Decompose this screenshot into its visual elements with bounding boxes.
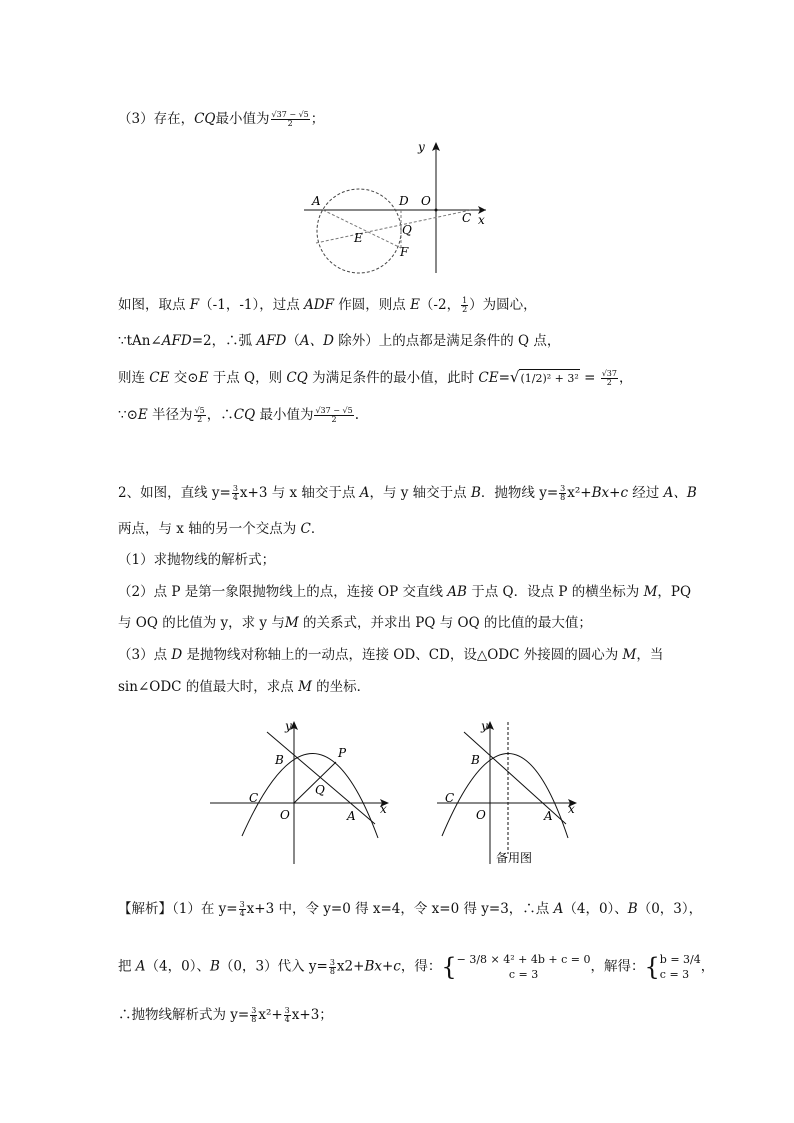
label-o: O [421,194,431,208]
denominator: 2 [197,415,203,424]
fraction [271,111,310,128]
fraction [194,407,206,424]
text: M [622,647,637,663]
text: CE [149,370,170,386]
label-d: D [399,194,409,208]
sol-line-1 [118,900,702,918]
text: c [620,485,628,501]
expl-line-4 [118,406,359,424]
q2-line-6 [118,646,663,664]
text: 除外）上的点都是满足条件的 Q 点， [333,333,561,349]
label-a: A [347,809,356,823]
fraction [559,485,566,502]
text: 最小值为 [215,111,270,127]
text: ， [618,370,633,386]
text: x+3； [291,1007,333,1023]
label-y: y [285,719,292,733]
expl-line-1 [118,296,537,314]
left-brace: { [644,953,660,981]
label-x: x [478,213,485,227]
text: B [209,958,220,975]
numerator: 1 [462,296,468,305]
q2-line-4 [118,583,691,601]
denominator: 4 [239,909,245,918]
label-e: E [354,231,363,245]
text: 最小值为 [255,407,314,423]
label-c: C [445,791,455,805]
text: 交⊙ [169,370,199,386]
text: 是抛物线对称轴上的一动点，连接 OD、CD，设△ODC 外接圆的圆心为 [182,647,623,663]
text: 2、如图，直线 y= [118,485,231,501]
text: CQ [233,407,256,423]
parabola [442,753,568,838]
text: ， [700,958,715,975]
sqrt-sign: √ [509,368,520,386]
sqrt-content: (1/2)² + 3² [519,369,579,388]
numerator: 3 [251,1006,257,1015]
expl-line-2 [118,332,560,350]
text: 如图，取点 [118,297,190,313]
text: （3）点 [118,647,172,663]
label-x: x [380,802,387,816]
text: 的关系式，并求出 PQ 与 OQ 的比值的最大值； [298,615,592,631]
text: A [135,958,146,975]
denominator: 8 [329,966,335,976]
fraction [232,485,239,502]
text: ∴抛物线解析式为 y= [118,1007,250,1023]
text: （1）求抛物线的解析式； [118,552,276,568]
label-a: A [312,194,321,208]
label-x: x [568,802,575,816]
text: （ [286,333,300,349]
denominator: 4 [232,493,238,502]
text: Bx [364,958,382,975]
fraction [329,959,336,976]
label-c: C [249,791,259,805]
figure-circle [296,138,496,278]
numerator: √37 [601,369,617,378]
text: 为满足条件的最小值，此时 [307,370,479,386]
fraction [461,297,468,314]
text: Bx [591,485,610,501]
text: x+3 中，令 y=0 得 x=4，令 x=0 得 y=3，∴点 [246,901,554,917]
fraction [250,1007,257,1024]
text: . [354,407,360,423]
text: 经过 [628,485,664,501]
text: A [359,485,370,501]
text: CQ [286,370,308,386]
text: ，当 [636,647,664,663]
caption-spare-figure: 备用图 [496,851,533,865]
text: CE [478,370,499,386]
system-solution [660,952,701,982]
expl-line-3 [118,368,632,388]
q2-line-5 [118,614,592,632]
text: 【解析】（1）在 y= [118,901,238,917]
text: 把 [118,958,136,975]
text: + [381,958,394,975]
text: （2）点 P 是第一象限抛物线上的点，连接 OP 交直线 [118,584,448,600]
text: E [410,297,420,313]
fraction [284,1007,291,1024]
text: B [470,485,481,501]
text: ，得： [400,958,442,975]
text: ∵tAn∠ [118,333,162,349]
denominator: 2 [331,415,337,424]
text: = [498,370,510,386]
numerator: 3 [232,484,238,493]
text: ，与 y 轴交于点 [369,485,471,501]
text: （-2， [419,297,461,313]
numerator: 3 [284,1006,290,1015]
text: x+3 与 x 轴交于点 [239,485,360,501]
denominator: 8 [251,1015,257,1024]
text: A、B [663,485,697,501]
text: M [284,615,299,631]
text: x²+ [258,1007,283,1023]
label-f: F [400,245,409,259]
text: c [393,958,401,975]
text: 两点，与 x 轴的另一个交点为 [118,521,301,537]
text: F [189,297,200,313]
label-q: Q [315,783,325,797]
numerator: √37 − √5 [271,110,309,119]
text: ．抛物线 y= [480,485,559,501]
fraction [314,407,353,424]
text: AFD [161,333,192,349]
numerator: √5 [194,406,205,415]
q2-line-3 [118,551,275,569]
part3-line [118,110,324,128]
numerator: 3 [239,900,245,909]
text: 于点 Q．设点 P 的横坐标为 [466,584,644,600]
text: B [627,901,638,917]
system-row: c = 3 [508,968,539,981]
text: =2，∴弧 [191,333,257,349]
label-c: C [462,211,472,225]
text: x²+ [567,485,592,501]
q2-line-7 [118,678,370,696]
text: 的坐标． [311,679,371,695]
label-a: A [544,809,553,823]
text: 与 OQ 的比值为 y，求 y 与 [118,615,285,631]
system-row: b = 3/4 [659,953,701,966]
q2-line-1 [118,484,697,502]
text: 半径为 [147,407,193,423]
parabola [242,753,378,838]
denominator: 8 [560,493,566,502]
text: C [300,521,311,537]
text: AFD [256,333,287,349]
segment-ce [316,210,471,243]
text: ADF [304,297,334,313]
text: CQ [194,111,216,127]
denominator: 4 [284,1015,290,1024]
system-row: − 3/8 × 4² + 4b + c = 0 [456,953,591,966]
text: M [643,584,658,600]
label-p: P [338,746,347,760]
text: M [298,679,312,695]
numerator: 3 [560,484,566,493]
sol-line-3 [118,1006,333,1024]
label-y: y [481,719,488,733]
label-y: y [418,140,425,154]
system-row: c = 3 [659,968,690,981]
label-o: O [476,808,486,822]
fraction [239,901,246,918]
text: E [198,370,209,386]
numerator: 3 [329,957,335,967]
text: + [609,485,621,501]
system-equations [457,952,591,982]
text: 作圆，则点 [333,297,411,313]
denominator: 2 [287,119,293,128]
text: ，∴ [206,407,234,423]
point-o [435,209,438,212]
text: 则连 [118,370,150,386]
fraction [601,370,618,387]
text: E [137,407,148,423]
text: x2+ [336,958,365,975]
figure-parabola [205,716,395,868]
sol-line-2 [118,952,714,982]
text: （0，3）代入 y= [219,958,328,975]
denominator: 2 [462,305,468,314]
text: AB [447,584,467,600]
text: （4，0）、 [145,958,210,975]
q2-line-2 [118,520,324,538]
label-b: B [275,753,284,767]
text: ，解得： [590,958,645,975]
label-b: B [471,753,480,767]
text: ． [310,521,325,537]
text: sin∠ODC 的值最大时，求点 [118,679,299,695]
text: （-1，-1），过点 [199,297,305,313]
text: ； [310,111,325,127]
left-brace: { [441,953,457,981]
text: A、D [299,333,334,349]
text: D [171,647,183,663]
label-q: Q [402,223,412,237]
label-o: O [280,808,290,822]
numerator: √37 − √5 [315,406,353,415]
text: ）为圆心， [469,297,537,313]
text: = [579,370,600,386]
figure-spare [432,716,582,868]
text: ，PQ [657,584,692,600]
text: A [553,901,564,917]
text: （4，0）、 [563,901,628,917]
denominator: 2 [606,378,612,387]
text: ∵⊙ [118,407,138,423]
text: （3）存在， [118,111,195,127]
text: （0，3）， [637,901,703,917]
text: 于点 Q，则 [208,370,287,386]
